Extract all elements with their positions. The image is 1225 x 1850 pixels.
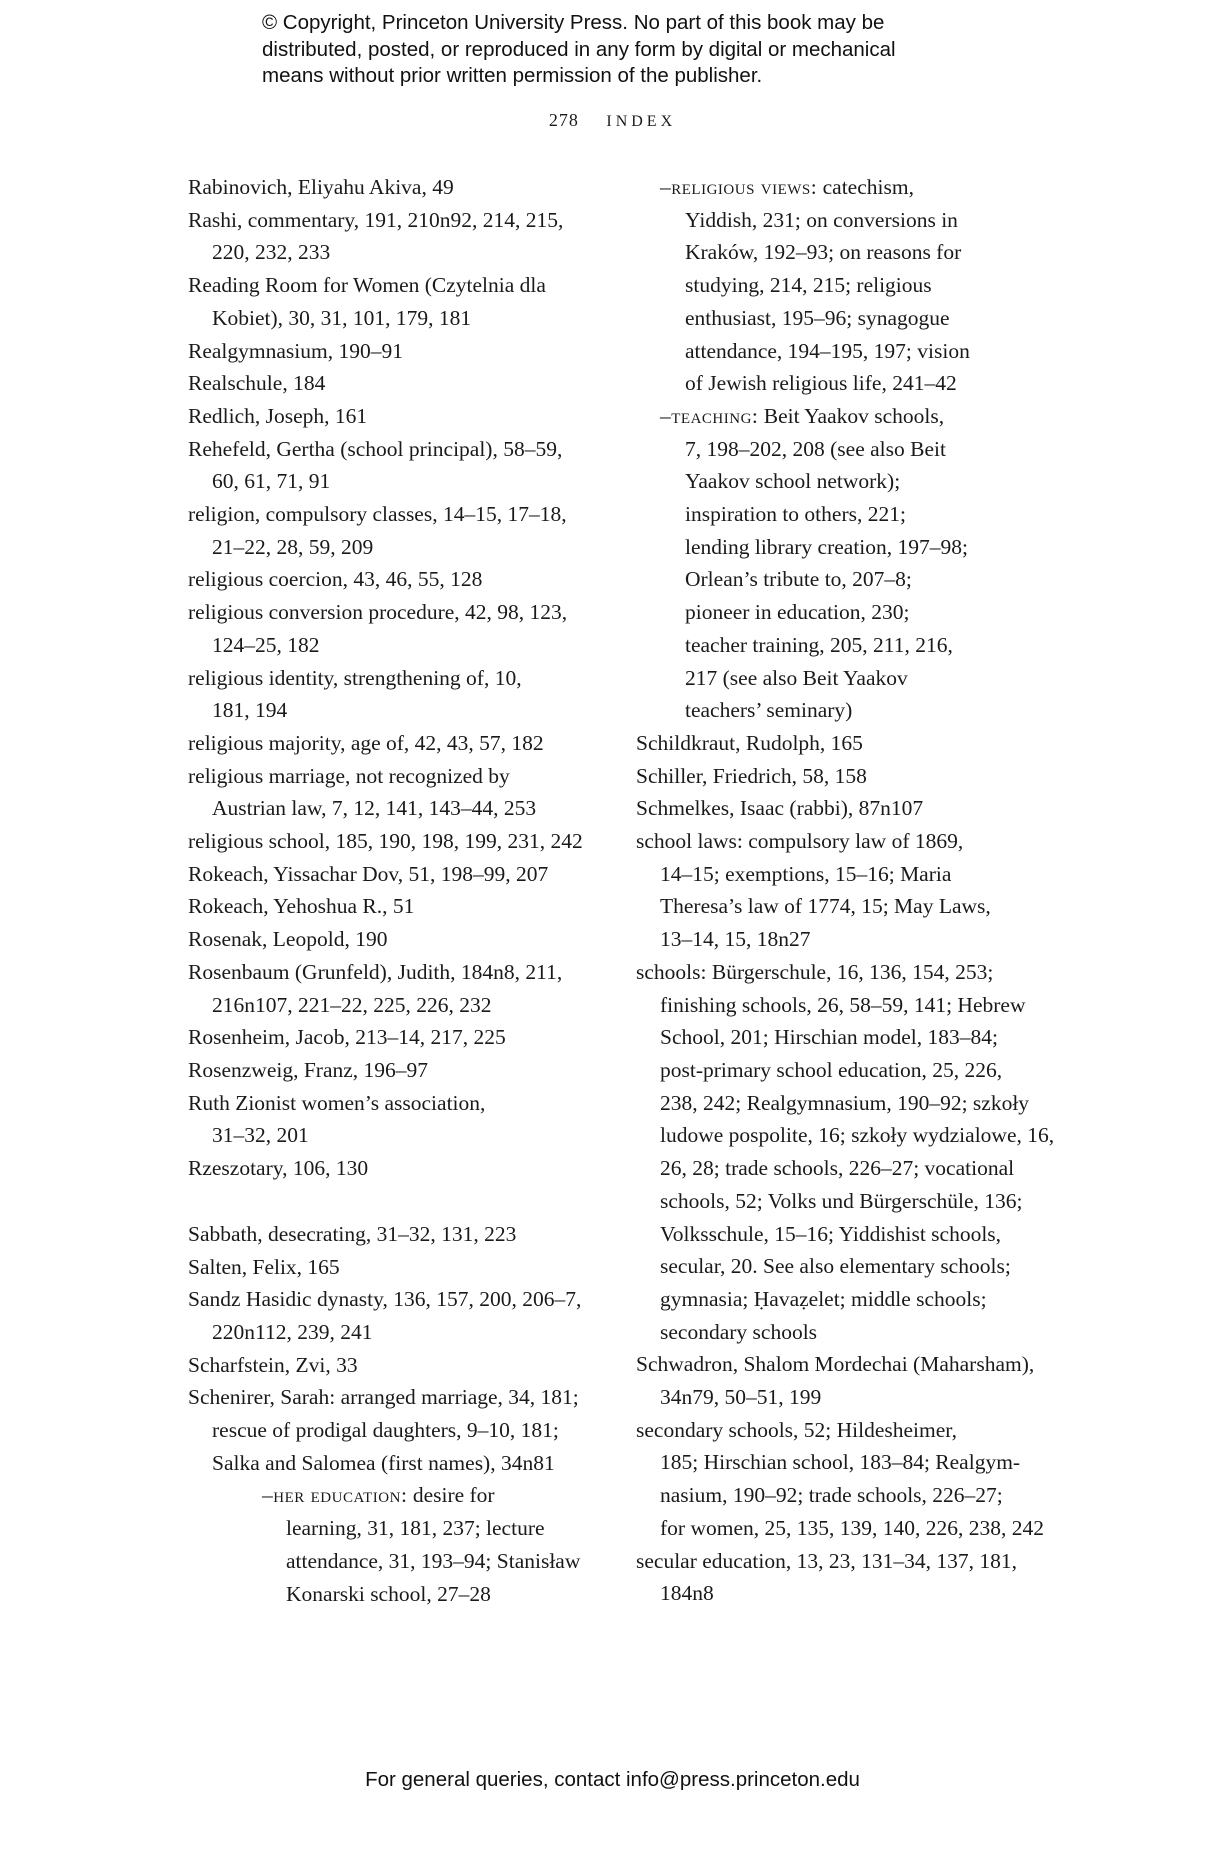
copyright-line: distributed, posted, or reproduced in any form by digital or mechanical: [262, 37, 896, 61]
copyright-notice: [262, 10, 1022, 90]
index-entry-line: nasium, 190–92; trade schools, 226–27;: [660, 1483, 1003, 1508]
index-entry-line: Theresa’s law of 1774, 15; May Laws,: [660, 894, 991, 919]
copyright-line: means without prior written permission of the publisher.: [262, 64, 763, 87]
page-number: 278: [548, 110, 579, 130]
subentry-label: –teaching:: [660, 403, 759, 428]
index-entry: [188, 335, 608, 368]
index-entry-line: 220, 232, 233: [212, 240, 331, 265]
index-entry-line: finishing schools, 26, 58–59, 141; Hebrew: [660, 992, 1026, 1017]
index-entry-line: School, 201; Hirschian model, 183–84;: [660, 1025, 998, 1050]
index-entry-line: Reading Room for Women (Czytelnia dla: [188, 273, 546, 298]
index-entry-line: post-primary school education, 25, 226,: [660, 1057, 1003, 1082]
index-entry-line: secondary schools: [660, 1319, 818, 1344]
index-entry: [636, 760, 1066, 793]
index-entry-line: 185; Hirschian school, 183–84; Realgym-: [660, 1450, 1021, 1475]
index-subentry-line: of Jewish religious life, 241–42: [685, 371, 957, 396]
subentry-text: Beit Yaakov schools,: [758, 403, 945, 428]
index-entry-line: 184n8: [660, 1581, 714, 1606]
letter-gap: [188, 1185, 608, 1218]
index-entry: [188, 498, 608, 563]
index-entry-line: Schwadron, Shalom Mordechai (Maharsham),: [636, 1352, 1035, 1377]
index-entry-line: religious identity, strengthening of, 10,: [188, 665, 522, 690]
index-entry-line: 21–22, 28, 59, 209: [212, 534, 374, 559]
index-entry-line: 216n107, 221–22, 225, 226, 232: [212, 992, 492, 1017]
index-entry: [188, 825, 608, 858]
index-entry-line: religious marriage, not recognized by: [188, 763, 510, 788]
index-subentry-line: teachers’ seminary): [685, 698, 853, 723]
index-entry-line: Rosenak, Leopold, 190: [188, 927, 388, 952]
index-entry: [188, 1152, 608, 1185]
index-entry: [188, 433, 608, 498]
index-entry: [188, 1283, 608, 1348]
index-entry-line: Realgymnasium, 190–91: [188, 338, 403, 363]
index-entry: [188, 1021, 608, 1054]
index-entry-line: Scharfstein, Zvi, 33: [188, 1352, 358, 1377]
index-entry: [188, 269, 608, 334]
index-entry: [188, 727, 608, 760]
index-entry-line: Volksschule, 15–16; Yiddishist schools,: [660, 1221, 1002, 1246]
index-subentry-line: studying, 214, 215; religious: [685, 273, 932, 298]
index-entry-line: Sandz Hasidic dynasty, 136, 157, 200, 206–7,: [188, 1287, 582, 1312]
index-entry: [188, 956, 608, 1021]
index-entry-line: Rosenheim, Jacob, 213–14, 217, 225: [188, 1025, 506, 1050]
index-entry-line: Rzeszotary, 106, 130: [188, 1156, 369, 1181]
index-entry-line: ludowe pospolite, 16; szkoły wydzialowe, 16,: [660, 1123, 1055, 1148]
index-entry-line: Redlich, Joseph, 161: [188, 403, 368, 428]
index-entry-line: Rosenbaum (Grunfeld), Judith, 184n8, 211,: [188, 959, 563, 984]
index-subentry-head: [636, 400, 1066, 433]
index-entry-line: Schildkraut, Rudolph, 165: [636, 730, 863, 755]
subentry-text: catechism,: [817, 175, 914, 199]
section-title: INDEX: [606, 113, 677, 130]
index-entry-line: Schmelkes, Isaac (rabbi), 87n107: [636, 796, 924, 821]
index-entry: [636, 792, 1066, 825]
subentry-text: desire for: [407, 1483, 495, 1508]
index-subentry-line: enthusiast, 195–96; synagogue: [685, 305, 950, 330]
index-entry: [188, 1054, 608, 1087]
index-subentry-line: Konarski school, 27–28: [286, 1581, 491, 1606]
index-entry-line: Rabinovich, Eliyahu Akiva, 49: [188, 175, 454, 199]
index-entry: [188, 1087, 608, 1152]
index-entry-line: Salka and Salomea (first names), 34n81: [212, 1450, 555, 1475]
index-subentry-line: pioneer in education, 230;: [685, 600, 910, 625]
index-subentry-line: attendance, 194–195, 197; vision: [685, 338, 970, 363]
index-entry: [188, 171, 608, 204]
index-entry-line: religious school, 185, 190, 198, 199, 231, 242: [188, 829, 583, 854]
index-entry-line: Rokeach, Yehoshua R., 51: [188, 894, 415, 919]
index-entry-line: 238, 242; Realgymnasium, 190–92; szkoły: [660, 1090, 1030, 1115]
index-entry-line: 31–32, 201: [212, 1123, 309, 1148]
index-subentry-head: [636, 171, 1066, 204]
index-entry: [636, 1348, 1066, 1413]
index-entry: [188, 367, 608, 400]
index-subentry: [636, 171, 1066, 400]
index-entry: [188, 400, 608, 433]
index-entry-line: secular, 20. See also elementary schools;: [660, 1254, 1011, 1279]
running-head: [0, 110, 1225, 131]
index-entry-line: secondary schools, 52; Hildesheimer,: [636, 1417, 957, 1442]
index-entry: [188, 1218, 608, 1251]
index-entry-line: rescue of prodigal daughters, 9–10, 181;: [212, 1418, 559, 1443]
index-subentry-line: teacher training, 205, 211, 216,: [685, 632, 953, 657]
index-entry-line: schools: Bürgerschule, 16, 136, 154, 253;: [636, 959, 994, 984]
index-entry-line: Ruth Zionist women’s association,: [188, 1090, 486, 1115]
index-subentry-line: Kraków, 192–93; on reasons for: [685, 240, 962, 265]
index-entry-line: religious conversion procedure, 42, 98, 123,: [188, 600, 568, 625]
index-entry-line: 220n112, 239, 241: [212, 1319, 373, 1344]
index-entry-line: 14–15; exemptions, 15–16; Maria: [660, 861, 952, 886]
index-entry: [188, 204, 608, 269]
index-entry: [636, 1414, 1066, 1545]
index-subentry-head: [188, 1479, 608, 1512]
index-entry-line: Rehefeld, Gertha (school principal), 58–59,: [188, 436, 563, 461]
index-subentry: [636, 400, 1066, 727]
index-entry-line: religious majority, age of, 42, 43, 57, 182: [188, 730, 544, 755]
index-entry: [188, 563, 608, 596]
index-entry: [188, 1381, 608, 1479]
index-entry: [188, 858, 608, 891]
copyright-line: © Copyright, Princeton University Press. No part of this book may be: [262, 11, 885, 34]
index-entry-line: 124–25, 182: [212, 632, 320, 657]
index-subentry-line: Yiddish, 231; on conversions in: [685, 207, 958, 232]
index-entry-line: Kobiet), 30, 31, 101, 179, 181: [212, 305, 472, 330]
subentry-label: –religious views:: [660, 175, 818, 199]
index-subentry-line: Yaakov school network);: [685, 469, 901, 494]
index-entry-line: religious coercion, 43, 46, 55, 128: [188, 567, 483, 592]
index-column-right: [636, 171, 1066, 1610]
index-entry-line: Sabbath, desecrating, 31–32, 131, 223: [188, 1221, 517, 1246]
index-entry-line: religion, compulsory classes, 14–15, 17–18,: [188, 502, 567, 527]
index-entry: [636, 956, 1066, 1348]
index-entry-line: 13–14, 15, 18n27: [660, 927, 811, 952]
index-entry-line: school laws: compulsory law of 1869,: [636, 829, 964, 854]
index-entry-line: Austrian law, 7, 12, 141, 143–44, 253: [212, 796, 537, 821]
index-entry: [188, 1251, 608, 1284]
index-subentry-line: lending library creation, 197–98;: [685, 534, 969, 559]
index-entry: [636, 1545, 1066, 1610]
index-entry-line: 181, 194: [212, 698, 288, 723]
index-entry-line: 60, 61, 71, 91: [212, 469, 331, 494]
index-subentry-line: 217 (see also Beit Yaakov: [685, 665, 908, 690]
index-subentry-line: 7, 198–202, 208 (see also Beit: [685, 436, 946, 461]
index-subentry-line: inspiration to others, 221;: [685, 502, 906, 527]
index-entry: [188, 890, 608, 923]
index-entry: [188, 760, 608, 825]
index-entry: [188, 1349, 608, 1382]
index-subentry-line: learning, 31, 181, 237; lecture: [286, 1516, 545, 1541]
index-entry-line: Rokeach, Yissachar Dov, 51, 198–99, 207: [188, 861, 549, 886]
index-entry-line: Schenirer, Sarah: arranged marriage, 34, 181;: [188, 1385, 579, 1410]
index-subentry-line: attendance, 31, 193–94; Stanisław: [286, 1548, 581, 1573]
index-entry-line: secular education, 13, 23, 131–34, 137, 181,: [636, 1548, 1017, 1573]
index-entry-line: schools, 52; Volks und Bürgerschüle, 136;: [660, 1188, 1023, 1213]
footer-contact: For general queries, contact info@press.princeton.edu: [365, 1768, 860, 1791]
subentry-label: –her education:: [262, 1483, 408, 1508]
index-column-left: [188, 171, 608, 1610]
index-entry-line: gymnasia; Ḥavaẓelet; middle schools;: [660, 1286, 987, 1311]
index-entry-line: for women, 25, 135, 139, 140, 226, 238, 242: [660, 1515, 1044, 1540]
index-entry: [188, 596, 608, 661]
index-entry: [188, 923, 608, 956]
index-entry-line: Realschule, 184: [188, 371, 326, 396]
index-entry: [636, 727, 1066, 760]
index-entry: [188, 662, 608, 727]
index-entry: [636, 825, 1066, 956]
index-entry-line: 26, 28; trade schools, 226–27; vocational: [660, 1156, 1015, 1181]
index-entry-line: Rashi, commentary, 191, 210n92, 214, 215,: [188, 207, 564, 232]
index-entry-line: 34n79, 50–51, 199: [660, 1385, 822, 1410]
index-entry-line: Schiller, Friedrich, 58, 158: [636, 763, 867, 788]
index-subentry: [188, 1479, 608, 1610]
index-entry-line: Salten, Felix, 165: [188, 1254, 340, 1279]
index-entry-line: Rosenzweig, Franz, 196–97: [188, 1057, 429, 1082]
index-subentry-line: Orlean’s tribute to, 207–8;: [685, 567, 912, 592]
